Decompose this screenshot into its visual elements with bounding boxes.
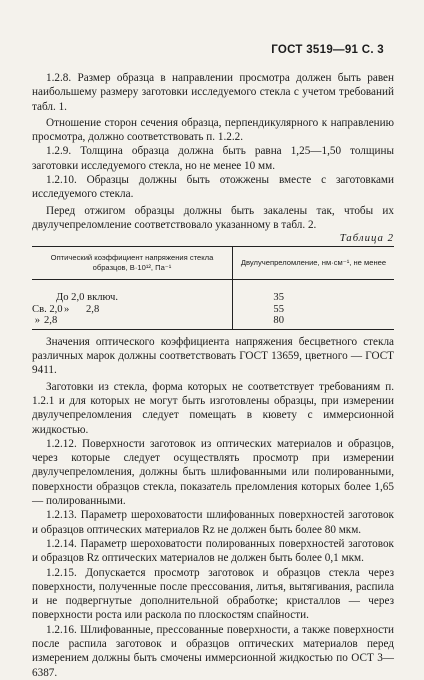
- paragraph-coefficient-values: Значения оптического коэффициента напряжения бесцветного стекла различных марок должны соответствовать ГОСТ 13659, цветного — ГОСТ 9411.: [32, 335, 394, 377]
- paragraph-quenching: Перед отжигом образцы должны быть закалены так, чтобы их двулучепреломление соответствовало указанному в табл. 2.: [32, 204, 394, 231]
- document-body: [32, 71, 394, 680]
- table-header-coefficient: Оптический коэффициент напряжения стекла образцов, В·10¹², Па⁻¹: [32, 247, 233, 280]
- row-value: 55: [273, 303, 284, 315]
- paragraph-1-2-16: 1.2.16. Шлифованные, прессованные поверхности, а также поверхности после распила заготовок и образцов оптических материалов перед измерением должны быть смочены иммерсионной жидкостью по ОСТ 3—6387.: [32, 623, 394, 679]
- paragraph-1-2-14: 1.2.14. Параметр шероховатости полированных поверхностей заготовок и образцов Rz оптических материалов не должен быть более 0,1 мкм.: [32, 537, 394, 565]
- table-row: Св. 2,0» 2,8 55: [32, 304, 394, 316]
- paragraph-aspect-ratio: Отношение сторон сечения образца, перпендикулярного к направлению просмотра, должно соответствовать п. 1.2.2.: [32, 116, 394, 144]
- paragraph-immersion: Заготовки из стекла, форма которых не соответствует требованиям п. 1.2.1 и для которых не могут быть изготовлены образцы, при измерении двулучепреломления следует помещать в кювету с иммерсионной жидкостью.: [32, 380, 394, 436]
- page-header: ГОСТ 3519—91 С. 3: [271, 44, 384, 56]
- table-row: [32, 280, 394, 304]
- table-caption: Таблица 2: [339, 232, 394, 245]
- table-2: [32, 246, 394, 330]
- table-row: » 2,8 80: [32, 315, 394, 329]
- row-range-a: 2,8: [44, 315, 58, 327]
- row-range-a: »: [64, 303, 70, 315]
- paragraph-1-2-9: 1.2.9. Толщина образца должна быть равна 1,25—1,50 толщины заготовки исследуемого стекла, но не менее 10 мм.: [32, 145, 394, 172]
- table-header-birefringence: Двулучепреломление, нм·см⁻¹, не менее: [233, 247, 395, 280]
- table-header-row: [32, 247, 394, 280]
- paragraph-1-2-8: 1.2.8. Размер образца в направлении просмотра должен быть равен наибольшему размеру заготовки исследуемого стекла с учетом требований табл. 1.: [32, 72, 394, 113]
- row-range-b: 2,8: [86, 303, 100, 315]
- paragraph-1-2-15: 1.2.15. Допускается просмотр заготовок и образцов стекла через поверхности, полученные после прессования, литья, вытягивания, распила и не подвергнутые дополнительной обработке; кристаллов — через поверхности роста или раскола по плоскостям спайности.: [32, 566, 394, 622]
- paragraph-1-2-10: 1.2.10. Образцы должны быть отожжены вместе с заготовками исследуемого стекла.: [32, 174, 394, 201]
- row-range-a: До 2,0: [56, 292, 85, 304]
- paragraph-1-2-13: 1.2.13. Параметр шероховатости шлифованных поверхностей заготовок и образцов оптических материалов Rz не должен быть более 80 мкм.: [32, 509, 394, 536]
- row-value: 35: [273, 292, 284, 304]
- row-range-b: включ.: [87, 292, 119, 304]
- paragraph-1-2-12: 1.2.12. Поверхности заготовок из оптических материалов и образцов, через которые следует осуществлять просмотр при измерении двулучепреломления, должны быть шлифованными или полированными, поверхности образцов стекла, показатель преломления которых более 1,65 — полированными.: [32, 437, 394, 508]
- row-value: 80: [233, 315, 395, 329]
